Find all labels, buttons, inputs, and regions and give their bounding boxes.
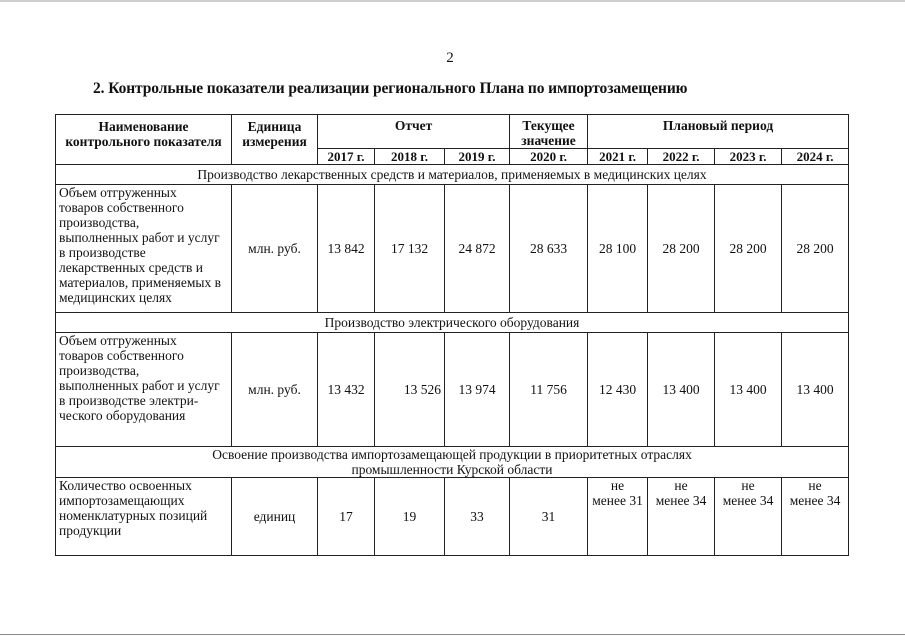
plan-value-cell: не менее 34	[782, 478, 849, 556]
value-cell: 13 400	[648, 333, 715, 447]
value-cell: 31	[510, 478, 588, 556]
unit-cell: млн. руб.	[232, 333, 318, 447]
value-cell: 24 872	[445, 185, 510, 313]
header-unit: Единица измерения	[232, 115, 318, 165]
table-row	[56, 185, 849, 313]
section-row	[56, 165, 849, 185]
indicator-name: Объем отгруженных товаров собственного производства, выполненных работ и услуг в производстве лекарственных средств и материалов, применяемых в медицинских целях	[56, 185, 232, 313]
header-year: 2017 г.	[318, 149, 375, 165]
value-cell: 19	[375, 478, 445, 556]
section-title: Производство лекарственных средств и материалов, применяемых в медицинских целях	[56, 165, 849, 185]
header-year: 2024 г.	[782, 149, 849, 165]
header-plan: Плановый период	[588, 115, 849, 149]
indicators-table	[55, 114, 849, 556]
value-cell: 13 400	[715, 333, 782, 447]
document-title: 2. Контрольные показатели реализации регионального Плана по импортозамещению	[93, 80, 688, 97]
value-cell: 13 400	[782, 333, 849, 447]
value-cell: 28 633	[510, 185, 588, 313]
header-year: 2018 г.	[375, 149, 445, 165]
section-row	[56, 447, 849, 478]
scan-edge-top	[0, 0, 905, 2]
header-year: 2023 г.	[715, 149, 782, 165]
header-year: 2022 г.	[648, 149, 715, 165]
value-cell: 13 526	[375, 333, 445, 447]
value-cell: 28 200	[715, 185, 782, 313]
header-year: 2021 г.	[588, 149, 648, 165]
indicator-name: Объем отгруженных товаров собственного производства, выполненных работ и услуг в производстве электри- ческого оборудования	[56, 333, 232, 447]
value-cell: 13 432	[318, 333, 375, 447]
header-current: Текущее значение	[510, 115, 588, 149]
section-title: Производство электрического оборудования	[56, 313, 849, 333]
unit-cell: млн. руб.	[232, 185, 318, 313]
plan-value-cell: не менее 34	[648, 478, 715, 556]
section-title: Освоение производства импортозамещающей продукции в приоритетных отраслях промышленности Курской области	[56, 447, 849, 478]
table-row	[56, 478, 849, 556]
plan-value-cell: не менее 34	[715, 478, 782, 556]
value-cell: 28 200	[648, 185, 715, 313]
unit-cell: единиц	[232, 478, 318, 556]
value-cell: 28 100	[588, 185, 648, 313]
page-number: 2	[446, 50, 454, 66]
value-cell: 12 430	[588, 333, 648, 447]
indicator-name: Количество освоенных импортозамещающих номенклатурных позиций продукции	[56, 478, 232, 556]
value-cell: 33	[445, 478, 510, 556]
plan-value-cell: не менее 31	[588, 478, 648, 556]
header-year: 2019 г.	[445, 149, 510, 165]
value-cell: 28 200	[782, 185, 849, 313]
header-name: Наименование контрольного показателя	[56, 115, 232, 165]
value-cell: 13 842	[318, 185, 375, 313]
header-report: Отчет	[318, 115, 510, 149]
section-row	[56, 313, 849, 333]
header-year: 2020 г.	[510, 149, 588, 165]
header-row-main	[56, 115, 849, 149]
value-cell: 17 132	[375, 185, 445, 313]
table-row	[56, 333, 849, 447]
value-cell: 17	[318, 478, 375, 556]
scan-edge-bottom	[0, 634, 905, 635]
value-cell: 11 756	[510, 333, 588, 447]
value-cell: 13 974	[445, 333, 510, 447]
